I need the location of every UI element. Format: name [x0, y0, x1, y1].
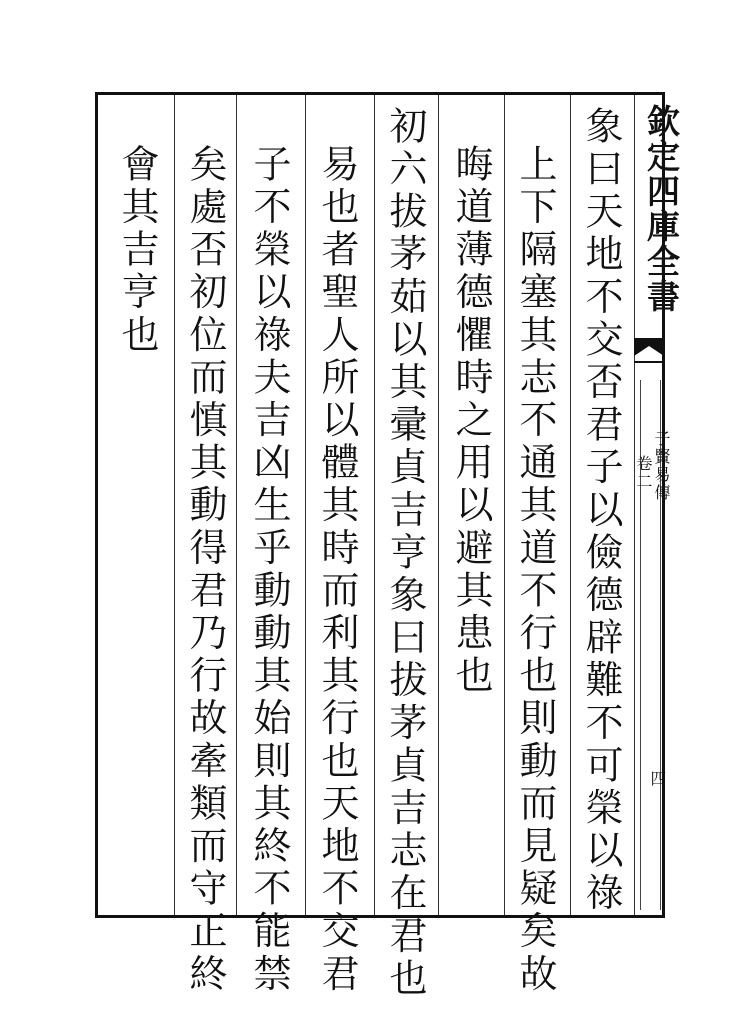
column-rule	[438, 95, 439, 915]
column-rule	[305, 95, 306, 915]
text-column: 子不榮以祿夫吉凶生乎動動其始則其終不能禁	[247, 144, 291, 996]
column-rule	[504, 95, 505, 915]
juan-number: 卷二	[634, 455, 653, 491]
text-column: 矣處否初位而慎其動得君乃行故牽類而守正終	[183, 144, 227, 996]
column-rule	[236, 95, 237, 915]
column-rule	[570, 95, 571, 915]
column-rule	[174, 95, 175, 915]
text-column: 初六拔茅茹以其彚貞吉亨象曰拔茅貞吉志在君也	[383, 106, 427, 1001]
page-number: 四	[648, 770, 667, 788]
fish-tail-mark-icon	[634, 338, 664, 368]
text-column: 象曰天地不交否君子以儉德辟難不可榮以祿	[579, 106, 623, 916]
book-series-title: 欽定四庫全書	[642, 104, 681, 314]
text-column: 晦道薄德懼時之用以避其患也	[449, 144, 493, 698]
column-rule	[634, 95, 635, 915]
text-column: 上下隔塞其志不通其道不行也則動而見疑矣故	[513, 144, 557, 996]
text-column: 易也者聖人所以體其時而利其行也天地不交君	[315, 144, 359, 996]
text-column: 會其吉亨也	[115, 144, 159, 357]
book-name: 子賢易傳	[652, 430, 671, 502]
column-rule	[374, 95, 375, 915]
